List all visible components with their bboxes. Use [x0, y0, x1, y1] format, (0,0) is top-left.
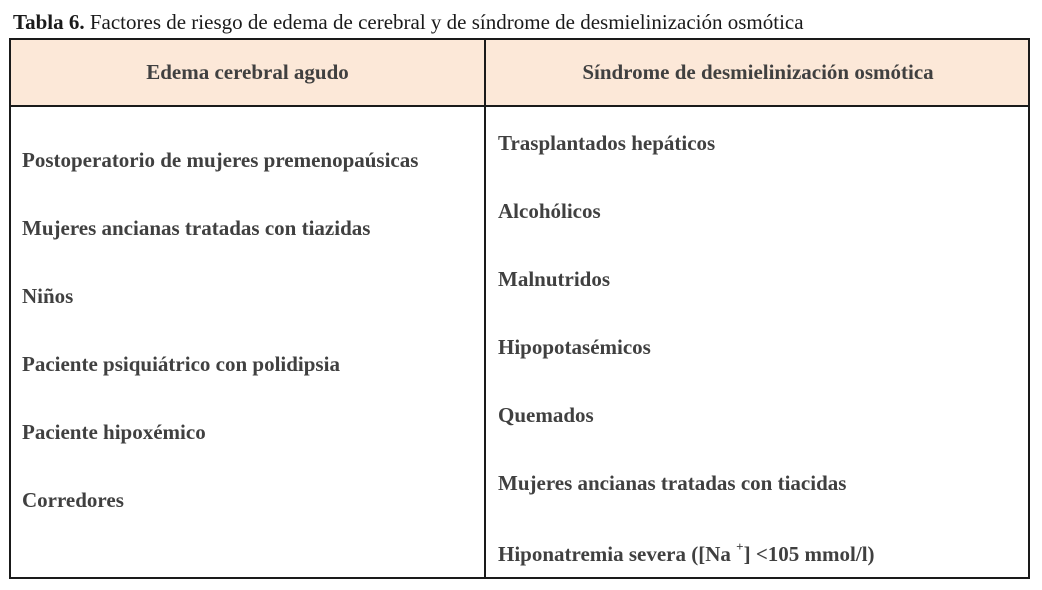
left-item: Niños: [22, 284, 74, 308]
right-item: Malnutridos: [498, 267, 611, 291]
right-item: Mujeres ancianas tratadas con tiacidas: [498, 471, 847, 495]
column-divider: [484, 40, 486, 577]
hiponatremia-threshold: ] <105 mmol/l): [743, 542, 875, 566]
caption-text: Factores de riesgo de edema de cerebral y de síndrome de desmielinización osmótica: [84, 10, 804, 34]
table-caption: [13, 9, 804, 35]
right-item: Hipopotasémicos: [498, 335, 651, 359]
right-item: Alcohólicos: [498, 199, 601, 223]
hiponatremia-text: Hiponatremia severa ([Na: [498, 542, 737, 566]
right-item-hiponatremia: [498, 541, 875, 567]
left-item: Postoperatorio de mujeres premenopaúsicas: [22, 148, 419, 172]
table-header-row: [11, 40, 1028, 107]
header-desmielinizacion: Síndrome de desmielinización osmótica: [582, 60, 934, 84]
risk-factors-table: [9, 38, 1030, 579]
caption-label: Tabla 6.: [13, 10, 85, 34]
left-item: Corredores: [22, 488, 124, 512]
left-item: Paciente psiquiátrico con polidipsia: [22, 352, 340, 376]
header-edema-cerebral: Edema cerebral agudo: [146, 60, 349, 84]
right-item: Trasplantados hepáticos: [498, 131, 716, 155]
left-item: Mujeres ancianas tratadas con tiazidas: [22, 216, 371, 240]
sodium-charge: +: [736, 539, 744, 554]
left-item: Paciente hipoxémico: [22, 420, 206, 444]
right-item: Quemados: [498, 403, 594, 427]
